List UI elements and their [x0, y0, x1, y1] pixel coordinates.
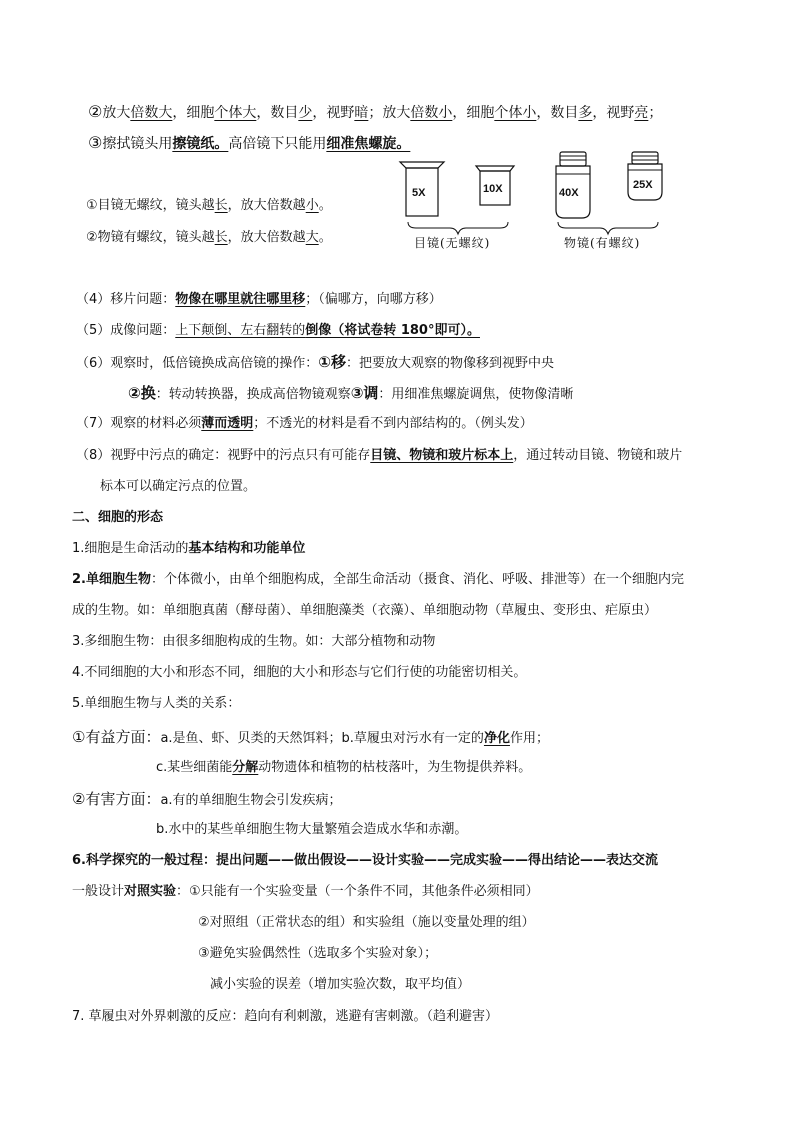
point-6: 6.科学探究的一般过程：提出问题——做出假设——设计实验——完成实验——得出结论——表达交流: [72, 853, 658, 868]
benefit-line-2: c.某些细菌能分解动物遗体和植物的枯枝落叶，为生物提供养料。: [156, 760, 532, 775]
control-line-2: ②对照组（正常状态的组）和实验组（施以变量处理的组）: [198, 915, 535, 930]
harm-line-2: b.水中的某些单细胞生物大量繁殖会造成水华和赤潮。: [156, 822, 468, 837]
eyepiece-5x-label: 5X: [412, 187, 426, 199]
point-2-cont: 成的生物。如：单细胞真菌（酵母菌）、单细胞藻类（衣藻）、单细胞动物（草履虫、变形虫、疟原虫）: [72, 603, 658, 618]
item-8: （8）视野中污点的确定：视野中的污点只有可能存目镜、物镜和玻片标本上，通过转动目镜、物镜和玻片: [76, 448, 683, 463]
control-line: 一般设计对照实验：①只能有一个实验变量（一个条件不同，其他条件必须相同）: [72, 884, 539, 899]
eyepiece-caption: 目镜(无螺纹): [414, 236, 491, 250]
objective-25x-label: 25X: [633, 179, 653, 191]
item-7: （7）观察的材料必须薄而透明；不透光的材料是看不到内部结构的。（例头发）: [76, 416, 533, 431]
objective-40x: [556, 152, 590, 218]
point-7: 7. 草履虫对外界刺激的反应：趋向有利刺激，逃避有害刺激。（趋利避害）: [72, 1009, 499, 1024]
point-1: 1.细胞是生命活动的基本结构和功能单位: [72, 541, 306, 556]
objective-25x: [628, 152, 662, 200]
eyepiece-10x-label: 10X: [483, 183, 503, 195]
point-3: 3.多细胞生物：由很多细胞构成的生物。如：大部分植物和动物: [72, 634, 436, 649]
item-5: （5）成像问题：上下颠倒、左右翻转的倒像（将试卷转 180°即可）。: [76, 323, 480, 338]
benefit-line: ①有益方面：a.是鱼、虾、贝类的天然饵料；b.草履虫对污水有一定的净化作用；: [72, 728, 549, 746]
control-line-3: ③避免实验偶然性（选取多个实验对象）；: [198, 946, 438, 961]
objective-note: ②物镜有螺纹，镜头越长，放大倍数越大。: [86, 230, 332, 245]
objective-caption: 物镜(有螺纹): [564, 236, 641, 250]
point-2: 2.单细胞生物：个体微小，由单个细胞构成，全部生命活动（摄食、消化、呼吸、排泄等）在一个细胞内完: [72, 572, 684, 587]
section-heading: 二、细胞的形态: [72, 510, 164, 525]
eyepiece-note: ①目镜无螺纹，镜头越长，放大倍数越小。: [86, 198, 332, 213]
magnification-note-line: ②放大倍数大，细胞个体大，数目少，视野暗；放大倍数小，细胞个体小，数目多，视野亮；: [88, 102, 663, 121]
eyepiece-brace: [408, 222, 508, 234]
lens-cleaning-line: ③擦拭镜头用擦镜纸。高倍镜下只能用细准焦螺旋。: [88, 133, 411, 152]
point-5: 5.单细胞生物与人类的关系：: [72, 696, 241, 711]
objective-brace: [558, 222, 658, 234]
lens-figure: [398, 148, 678, 258]
control-line-4: 减小实验的误差（增加实验次数，取平均值）: [210, 977, 471, 992]
point-4: 4.不同细胞的大小和形态不同，细胞的大小和形态与它们行使的功能密切相关。: [72, 665, 527, 680]
objective-40x-label: 40X: [559, 187, 579, 199]
harm-line: ②有害方面：a.有的单细胞生物会引发疾病；: [72, 790, 342, 808]
item-8-cont: 标本可以确定污点的位置。: [100, 479, 257, 494]
item-6-steps: ②换：转动转换器，换成高倍物镜观察③调：用细准焦螺旋调焦，使物像清晰: [128, 384, 574, 402]
item-4: （4）移片问题：物像在哪里就往哪里移；（偏哪方，向哪方移）: [76, 292, 442, 307]
circled-number: ③: [88, 133, 103, 152]
circled-number: ②: [88, 102, 103, 121]
eyepiece-5x: [400, 162, 444, 216]
item-6: （6）观察时，低倍镜换成高倍镜的操作：①移：把要放大观察的物像移到视野中央: [76, 353, 554, 371]
eyepiece-10x: [476, 166, 514, 205]
